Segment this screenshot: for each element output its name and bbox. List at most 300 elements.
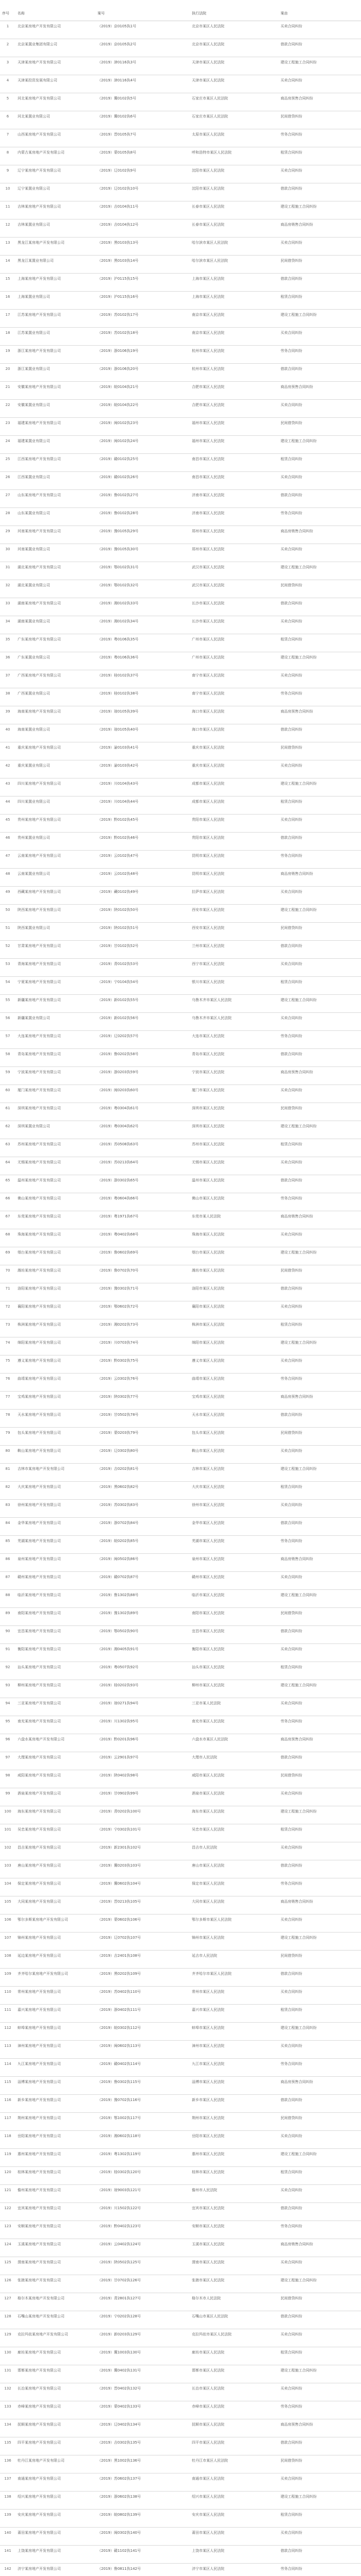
cell-case-number: （2019）蒙0105执8号 — [95, 147, 190, 165]
table-row — [0, 1896, 361, 1914]
table-row — [0, 851, 361, 869]
cell-court: 北京市某区人民法院 — [190, 39, 278, 57]
cell-court: 昆明市某区人民法院 — [190, 851, 278, 869]
cell-court: 青岛市某区人民法院 — [190, 1049, 278, 1067]
cell-name: 上海某置业有限公司 — [15, 292, 95, 310]
cell-no: 52 — [0, 941, 15, 959]
cell-court: 厦门市某区人民法院 — [190, 1085, 278, 1103]
cell-cause: 买卖合同纠纷 — [278, 238, 361, 256]
cell-no: 80 — [0, 1446, 15, 1464]
cell-no: 46 — [0, 833, 15, 851]
cell-no: 1 — [0, 21, 15, 39]
cell-name: 延边某房地产开发有限公司 — [15, 1951, 95, 1969]
cell-case-number: （2019）津0116执4号 — [95, 75, 190, 93]
table-row — [0, 292, 361, 310]
cell-court: 成都市某区人民法院 — [190, 796, 278, 815]
cell-name: 宜昌某房地产开发有限公司 — [15, 1626, 95, 1644]
cell-case-number: （2019）赣0102执26号 — [95, 472, 190, 490]
cell-no: 140 — [0, 2528, 15, 2546]
cell-name: 玉溪某房地产开发有限公司 — [15, 2239, 95, 2257]
cell-no: 34 — [0, 616, 15, 634]
table-row — [0, 941, 361, 959]
cell-case-number: （2019）湘0102执33号 — [95, 598, 190, 616]
cell-court: 天津市某区人民法院 — [190, 75, 278, 93]
cell-court: 廊坊市某区人民法院 — [190, 2347, 278, 2365]
cell-no: 96 — [0, 1734, 15, 1752]
cell-name: 湖北某置业有限公司 — [15, 580, 95, 598]
cell-name: 克拉玛依某房地产开发有限公司 — [15, 2329, 95, 2347]
table-row — [0, 634, 361, 652]
cell-case-number: （2019）冀0602执104号 — [95, 1878, 190, 1896]
cell-name: 珠海某房地产开发有限公司 — [15, 1229, 95, 1247]
cell-name: 鄂尔多斯某房地产开发有限公司 — [15, 1914, 95, 1933]
cell-cause: 买卖合同纠纷 — [278, 328, 361, 346]
cell-court: 沈阳市某区人民法院 — [190, 165, 278, 183]
cell-cause: 买卖合同纠纷 — [278, 815, 361, 833]
cell-cause: 商品房预售合同纠纷 — [278, 1067, 361, 1085]
cell-case-number: （2019）豫1302执89号 — [95, 1608, 190, 1626]
cell-cause: 借款合同纠纷 — [278, 1049, 361, 1067]
cell-name: 宜宾某房地产开发有限公司 — [15, 2203, 95, 2221]
cell-name: 张掖某房地产开发有限公司 — [15, 2275, 95, 2293]
cell-court: 哈尔滨市某区人民法院 — [190, 238, 278, 256]
table-row — [0, 2311, 361, 2329]
table-row — [0, 2167, 361, 2185]
cell-name: 东莞某房地产开发有限公司 — [15, 1211, 95, 1229]
cell-court: 宜昌市某区人民法院 — [190, 1626, 278, 1644]
cell-court: 延吉市人民法院 — [190, 1951, 278, 1969]
table-row — [0, 2492, 361, 2510]
cell-case-number: （2019）闽0102执24号 — [95, 436, 190, 454]
table-row — [0, 508, 361, 526]
cell-case-number: （2019）豫0105执30号 — [95, 544, 190, 562]
cell-name: 河北某房地产开发有限公司 — [15, 93, 95, 111]
table-row — [0, 688, 361, 706]
table-row — [0, 2131, 361, 2149]
cell-cause: 建设工程施工合同纠纷 — [278, 1247, 361, 1265]
cell-name: 长治某房地产开发有限公司 — [15, 2383, 95, 2401]
cell-cause: 买卖合同纠纷 — [278, 616, 361, 634]
cell-no: 101 — [0, 1824, 15, 1842]
cell-court: 广州市某区人民法院 — [190, 652, 278, 670]
cell-no: 82 — [0, 1482, 15, 1500]
cell-cause: 建设工程施工合同纠纷 — [278, 57, 361, 75]
cell-court: 南京市某区人民法院 — [190, 310, 278, 328]
table-row — [0, 724, 361, 742]
cell-cause: 民间借贷纠纷 — [278, 2113, 361, 2131]
table-row — [0, 2077, 361, 2095]
cell-case-number: （2019）黑0103执13号 — [95, 238, 190, 256]
cell-cause: 劳务合同纠纷 — [278, 1193, 361, 1211]
cell-court: 芜湖市某区人民法院 — [190, 1536, 278, 1554]
table-row — [0, 1987, 361, 2005]
cell-court: 太原市某区人民法院 — [190, 129, 278, 147]
cell-court: 牡丹江市某区人民法院 — [190, 2455, 278, 2473]
cell-court: 衡阳市某区人民法院 — [190, 1644, 278, 1662]
cell-case-number: （2019）甘0902执99号 — [95, 1788, 190, 1806]
cell-cause: 建设工程施工合同纠纷 — [278, 1464, 361, 1482]
table-row — [0, 2149, 361, 2167]
cell-no: 49 — [0, 887, 15, 905]
cell-court: 天津市某区人民法院 — [190, 57, 278, 75]
cell-cause: 借款合同纠纷 — [278, 2437, 361, 2455]
cell-court: 石家庄市某区人民法院 — [190, 93, 278, 111]
cell-cause: 租赁合同纠纷 — [278, 2347, 361, 2365]
header-no: 序号 — [0, 6, 15, 21]
cell-name: 临沂某房地产开发有限公司 — [15, 1590, 95, 1608]
cell-case-number: （2019）苏0102执17号 — [95, 310, 190, 328]
cell-case-number: （2019）鲁0702执70号 — [95, 1265, 190, 1283]
cell-case-number: （2019）皖0302执112号 — [95, 2023, 190, 2041]
cell-name: 山东某置业有限公司 — [15, 508, 95, 526]
cell-case-number: （2019）川1302执95号 — [95, 1716, 190, 1734]
cell-case-number: （2019）粤0106执35号 — [95, 634, 190, 652]
cell-cause: 建设工程施工合同纠纷 — [278, 1680, 361, 1698]
cell-cause: 租赁合同纠纷 — [278, 292, 361, 310]
cell-no: 30 — [0, 544, 15, 562]
cell-name: 海南某置业有限公司 — [15, 724, 95, 742]
table-row — [0, 1139, 361, 1157]
cell-no: 131 — [0, 2365, 15, 2383]
cell-court: 上饶市某区人民法院 — [190, 2546, 278, 2564]
cell-cause: 租赁合同纠纷 — [278, 1824, 361, 1842]
cell-cause: 借款合同纠纷 — [278, 490, 361, 508]
table-row — [0, 1951, 361, 1969]
table-row — [0, 616, 361, 634]
cell-case-number: （2019）新0102执55号 — [95, 995, 190, 1013]
cell-cause: 买卖合同纠纷 — [278, 1987, 361, 2005]
cell-cause: 借款合同纠纷 — [278, 941, 361, 959]
cell-case-number: （2019）浙0106执19号 — [95, 346, 190, 364]
cell-case-number: （2019）湘0102执34号 — [95, 616, 190, 634]
cell-court: 唐山市某区人民法院 — [190, 1860, 278, 1878]
cell-cause: 借款合同纠纷 — [278, 183, 361, 201]
cell-cause: 买卖合同纠纷 — [278, 75, 361, 93]
table-row — [0, 1680, 361, 1698]
cell-no: 2 — [0, 39, 15, 57]
cell-name: 北京某置业集团有限公司 — [15, 39, 95, 57]
cell-cause: 借款合同纠纷 — [278, 1175, 361, 1193]
cell-no: 15 — [0, 274, 15, 292]
cell-no: 126 — [0, 2275, 15, 2293]
cell-name: 昌吉某房地产开发有限公司 — [15, 1842, 95, 1860]
cell-court: 岳阳市某区人民法院 — [190, 2131, 278, 2149]
header-case-number: 案号 — [95, 6, 190, 21]
cell-case-number: （2019）冀0402执131号 — [95, 2365, 190, 2383]
cell-name: 常州某房地产开发有限公司 — [15, 1987, 95, 2005]
cell-case-number: （2019）宁0202执128号 — [95, 2311, 190, 2329]
table-row — [0, 1518, 361, 1536]
cell-name: 四川某置业有限公司 — [15, 796, 95, 815]
cell-name: 山西某房地产开发有限公司 — [15, 129, 95, 147]
cell-case-number: （2019）豫0302执71号 — [95, 1283, 190, 1301]
cell-cause: 劳务合同纠纷 — [278, 129, 361, 147]
table-row — [0, 2005, 361, 2023]
cell-cause: 借款合同纠纷 — [278, 1626, 361, 1644]
cell-no: 9 — [0, 165, 15, 183]
cell-name: 四川某房地产开发有限公司 — [15, 778, 95, 796]
cell-case-number: （2019）鄂0602执72号 — [95, 1301, 190, 1319]
cell-name: 徐州某房地产开发有限公司 — [15, 1500, 95, 1518]
cell-name: 绵阳某房地产开发有限公司 — [15, 1337, 95, 1355]
cell-case-number: （2019）豫0105执29号 — [95, 526, 190, 544]
cell-cause: 民间借贷纠纷 — [278, 1608, 361, 1626]
cell-cause: 买卖合同纠纷 — [278, 887, 361, 905]
cell-name: 内蒙古某房地产开发有限公司 — [15, 147, 95, 165]
table-row — [0, 760, 361, 778]
cell-no: 120 — [0, 2167, 15, 2185]
cell-court: 吴忠市某区人民法院 — [190, 1824, 278, 1842]
cell-court: 柳州市某区人民法院 — [190, 1680, 278, 1698]
table-row — [0, 364, 361, 382]
cell-no: 104 — [0, 1878, 15, 1896]
cell-cause: 劳务合同纠纷 — [278, 2221, 361, 2239]
cell-cause: 买卖合同纠纷 — [278, 1013, 361, 1031]
cell-name: 广西某置业有限公司 — [15, 688, 95, 706]
cell-court: 大同市某区人民法院 — [190, 1896, 278, 1914]
cell-case-number: （2019）桂0102执37号 — [95, 670, 190, 688]
cell-cause: 买卖合同纠纷 — [278, 1644, 361, 1662]
cell-case-number: （2019）新2301执102号 — [95, 1842, 190, 1860]
cell-name: 齐齐哈尔某房地产开发有限公司 — [15, 1969, 95, 1987]
cell-court: 新乡市某区人民法院 — [190, 2095, 278, 2113]
cell-case-number: （2019）粤1302执119号 — [95, 2149, 190, 2167]
cell-name: 新疆某房地产开发有限公司 — [15, 995, 95, 1013]
cell-case-number: （2019）渝0103执42号 — [95, 760, 190, 778]
cell-name: 漳州某房地产开发有限公司 — [15, 2041, 95, 2059]
cell-court: 福州市某区人民法院 — [190, 436, 278, 454]
cell-cause: 租赁合同纠纷 — [278, 2005, 361, 2023]
cell-cause: 建设工程施工合同纠纷 — [278, 652, 361, 670]
cell-court: 徐州市某区人民法院 — [190, 1500, 278, 1518]
table-row — [0, 274, 361, 292]
cell-court: 银川市某区人民法院 — [190, 977, 278, 995]
table-row — [0, 1446, 361, 1464]
cell-cause: 民间借贷纠纷 — [278, 1428, 361, 1446]
cell-cause: 民间借贷纠纷 — [278, 1951, 361, 1969]
table-row — [0, 382, 361, 400]
cell-cause: 买卖合同纠纷 — [278, 1698, 361, 1716]
cell-name: 南通某房地产开发有限公司 — [15, 2473, 95, 2492]
cell-case-number: （2019）甘0102执52号 — [95, 941, 190, 959]
cell-no: 3 — [0, 57, 15, 75]
cell-no: 99 — [0, 1788, 15, 1806]
cell-case-number: （2019）吉0202执81号 — [95, 1464, 190, 1482]
cell-no: 54 — [0, 977, 15, 995]
cell-court: 安庆市某区人民法院 — [190, 2510, 278, 2528]
cell-court: 洛阳市某区人民法院 — [190, 1283, 278, 1301]
table-row — [0, 2347, 361, 2365]
table-row — [0, 1824, 361, 1842]
cell-cause: 借款合同纠纷 — [278, 274, 361, 292]
table-row — [0, 2059, 361, 2077]
cell-cause: 建设工程施工合同纠纷 — [278, 1590, 361, 1608]
cell-cause: 建设工程施工合同纠纷 — [278, 2149, 361, 2167]
cell-court: 沈阳市某区人民法院 — [190, 183, 278, 201]
cell-court: 杭州市某区人民法院 — [190, 346, 278, 364]
table-row — [0, 2365, 361, 2383]
cell-cause: 租赁合同纠纷 — [278, 2510, 361, 2528]
cell-no: 51 — [0, 923, 15, 941]
cell-case-number: （2019）苏0213执64号 — [95, 1157, 190, 1175]
cell-name: 襄阳某房地产开发有限公司 — [15, 1301, 95, 1319]
cell-case-number: （2019）云0102执48号 — [95, 869, 190, 887]
table-row — [0, 129, 361, 147]
cell-name: 儋州某房地产开发有限公司 — [15, 2185, 95, 2203]
cell-court: 漳州市某区人民法院 — [190, 2041, 278, 2059]
cell-court: 西宁市某区人民法院 — [190, 959, 278, 977]
cell-court: 昆明市某区人民法院 — [190, 869, 278, 887]
table-row — [0, 2239, 361, 2257]
cell-name: 陕西某房地产开发有限公司 — [15, 905, 95, 923]
cell-name: 广东某房地产开发有限公司 — [15, 634, 95, 652]
cell-no: 108 — [0, 1951, 15, 1969]
cell-case-number: （2019）苏0102执18号 — [95, 328, 190, 346]
cell-no: 123 — [0, 2221, 15, 2239]
cell-no: 12 — [0, 219, 15, 238]
cell-cause: 商品房预售合同纠纷 — [278, 2077, 361, 2095]
table-row — [0, 2546, 361, 2564]
cell-no: 72 — [0, 1301, 15, 1319]
cell-court: 深圳市某区人民法院 — [190, 1121, 278, 1139]
table-row — [0, 977, 361, 995]
cell-court: 张掖市某区人民法院 — [190, 2275, 278, 2293]
cell-name: 深圳某置业有限公司 — [15, 1121, 95, 1139]
cell-name: 大庆某房地产开发有限公司 — [15, 1482, 95, 1500]
table-row — [0, 869, 361, 887]
cell-no: 63 — [0, 1139, 15, 1157]
cell-case-number: （2019）云2901执97号 — [95, 1752, 190, 1770]
cell-cause: 买卖合同纠纷 — [278, 2041, 361, 2059]
cell-name: 甘肃某房地产开发有限公司 — [15, 941, 95, 959]
cell-case-number: （2019）湘0405执91号 — [95, 1644, 190, 1662]
cell-name: 湖南某置业有限公司 — [15, 616, 95, 634]
cell-name: 芜湖某房地产开发有限公司 — [15, 1536, 95, 1554]
cell-no: 110 — [0, 1987, 15, 2005]
cell-name: 广西某房地产开发有限公司 — [15, 670, 95, 688]
cell-cause: 借款合同纠纷 — [278, 39, 361, 57]
table-row — [0, 454, 361, 472]
cell-case-number: （2019）琼9003执121号 — [95, 2185, 190, 2203]
table-row — [0, 1554, 361, 1572]
cell-case-number: （2019）蒙0203执79号 — [95, 1428, 190, 1446]
cell-court: 合肥市某区人民法院 — [190, 382, 278, 400]
cell-court: 儋州市人民法院 — [190, 2185, 278, 2203]
cell-court: 重庆市某区人民法院 — [190, 742, 278, 760]
cell-case-number: （2019）辽0402执134号 — [95, 2419, 190, 2437]
cell-no: 53 — [0, 959, 15, 977]
table-row — [0, 923, 361, 941]
cell-cause: 商品房销售合同纠纷 — [278, 219, 361, 238]
cell-cause: 建设工程施工合同纠纷 — [278, 778, 361, 796]
cell-case-number: （2019）辽0702执107号 — [95, 1933, 190, 1951]
table-row — [0, 1536, 361, 1554]
table-row — [0, 2221, 361, 2239]
table-row — [0, 2185, 361, 2203]
cell-court: 泉州市某区人民法院 — [190, 1554, 278, 1572]
cell-case-number: （2019）鄂1002执117号 — [95, 2113, 190, 2131]
cell-court: 邯郸市某区人民法院 — [190, 2365, 278, 2383]
cell-court: 大连市某区人民法院 — [190, 1031, 278, 1049]
cell-case-number: （2019）陕0102执50号 — [95, 905, 190, 923]
cell-court: 南京市某区人民法院 — [190, 328, 278, 346]
cell-court: 西安市某区人民法院 — [190, 905, 278, 923]
cell-no: 66 — [0, 1193, 15, 1211]
cell-case-number: （2019）豫0702执116号 — [95, 2095, 190, 2113]
cell-cause: 借款合同纠纷 — [278, 833, 361, 851]
table-row — [0, 1374, 361, 1392]
cell-name: 贵州某置业有限公司 — [15, 833, 95, 851]
cell-name: 株洲某房地产开发有限公司 — [15, 1319, 95, 1337]
cell-cause: 借款合同纠纷 — [278, 1752, 361, 1770]
cell-case-number: （2019）鲁0102执28号 — [95, 508, 190, 526]
cell-cause: 商品房预售合同纠纷 — [278, 93, 361, 111]
cell-court: 杭州市某区人民法院 — [190, 364, 278, 382]
cell-cause: 买卖合同纠纷 — [278, 1301, 361, 1319]
cell-case-number: （2019）苏0508执63号 — [95, 1139, 190, 1157]
cell-no: 59 — [0, 1067, 15, 1085]
cell-name: 北京某房地产开发有限公司 — [15, 21, 95, 39]
cell-name: 天水某房地产开发有限公司 — [15, 1410, 95, 1428]
cell-case-number: （2019）宁0104执54号 — [95, 977, 190, 995]
cell-cause: 买卖合同纠纷 — [278, 1355, 361, 1374]
cell-case-number: （2019）辽0102执10号 — [95, 183, 190, 201]
cell-cause: 商品房销售合同纠纷 — [278, 526, 361, 544]
cell-name: 曲靖某房地产开发有限公司 — [15, 1374, 95, 1392]
cell-case-number: （2019）陕0302执77号 — [95, 1392, 190, 1410]
cell-name: 温州某房地产开发有限公司 — [15, 1175, 95, 1193]
cell-cause: 劳务合同纠纷 — [278, 1878, 361, 1896]
cell-no: 109 — [0, 1969, 15, 1987]
cell-court: 武汉市某区人民法院 — [190, 562, 278, 580]
cell-no: 94 — [0, 1698, 15, 1716]
cell-cause: 建设工程施工合同纠纷 — [278, 905, 361, 923]
cell-case-number: （2019）琼0105执40号 — [95, 724, 190, 742]
cell-case-number: （2019）鲁0302执115号 — [95, 2077, 190, 2095]
cell-court: 九江市某区人民法院 — [190, 2059, 278, 2077]
cell-case-number: （2019）冀0203执103号 — [95, 1860, 190, 1878]
cell-court: 郑州市某区人民法院 — [190, 544, 278, 562]
cell-no: 124 — [0, 2239, 15, 2257]
cell-case-number: （2019）鲁1302执88号 — [95, 1590, 190, 1608]
cell-name: 湖北某房地产开发有限公司 — [15, 562, 95, 580]
cell-name: 黑龙江某置业有限公司 — [15, 256, 95, 274]
cell-case-number: （2019）京0105执1号 — [95, 21, 190, 39]
table-row — [0, 1572, 361, 1590]
cell-no: 142 — [0, 2564, 15, 2576]
table-row — [0, 1662, 361, 1680]
cell-case-number: （2019）黔0102执45号 — [95, 815, 190, 833]
cell-name: 江西某置业有限公司 — [15, 472, 95, 490]
table-row — [0, 1914, 361, 1933]
cell-name: 浙江某房地产开发有限公司 — [15, 346, 95, 364]
table-row — [0, 1031, 361, 1049]
cell-name: 赤峰某房地产开发有限公司 — [15, 2401, 95, 2419]
table-row — [0, 1878, 361, 1896]
cell-no: 61 — [0, 1103, 15, 1121]
cell-name: 新疆某置业有限公司 — [15, 1013, 95, 1031]
cell-no: 119 — [0, 2149, 15, 2167]
cell-no: 56 — [0, 1013, 15, 1031]
cell-case-number: （2019）陕0102执51号 — [95, 923, 190, 941]
cell-no: 93 — [0, 1680, 15, 1698]
cell-cause: 建设工程施工合同纠纷 — [278, 1933, 361, 1951]
cell-court: 克拉玛依市某区人民法院 — [190, 2329, 278, 2347]
cell-no: 113 — [0, 2041, 15, 2059]
cell-no: 10 — [0, 183, 15, 201]
cell-cause: 借款合同纠纷 — [278, 2311, 361, 2329]
cell-case-number: （2019）皖0202执85号 — [95, 1536, 190, 1554]
